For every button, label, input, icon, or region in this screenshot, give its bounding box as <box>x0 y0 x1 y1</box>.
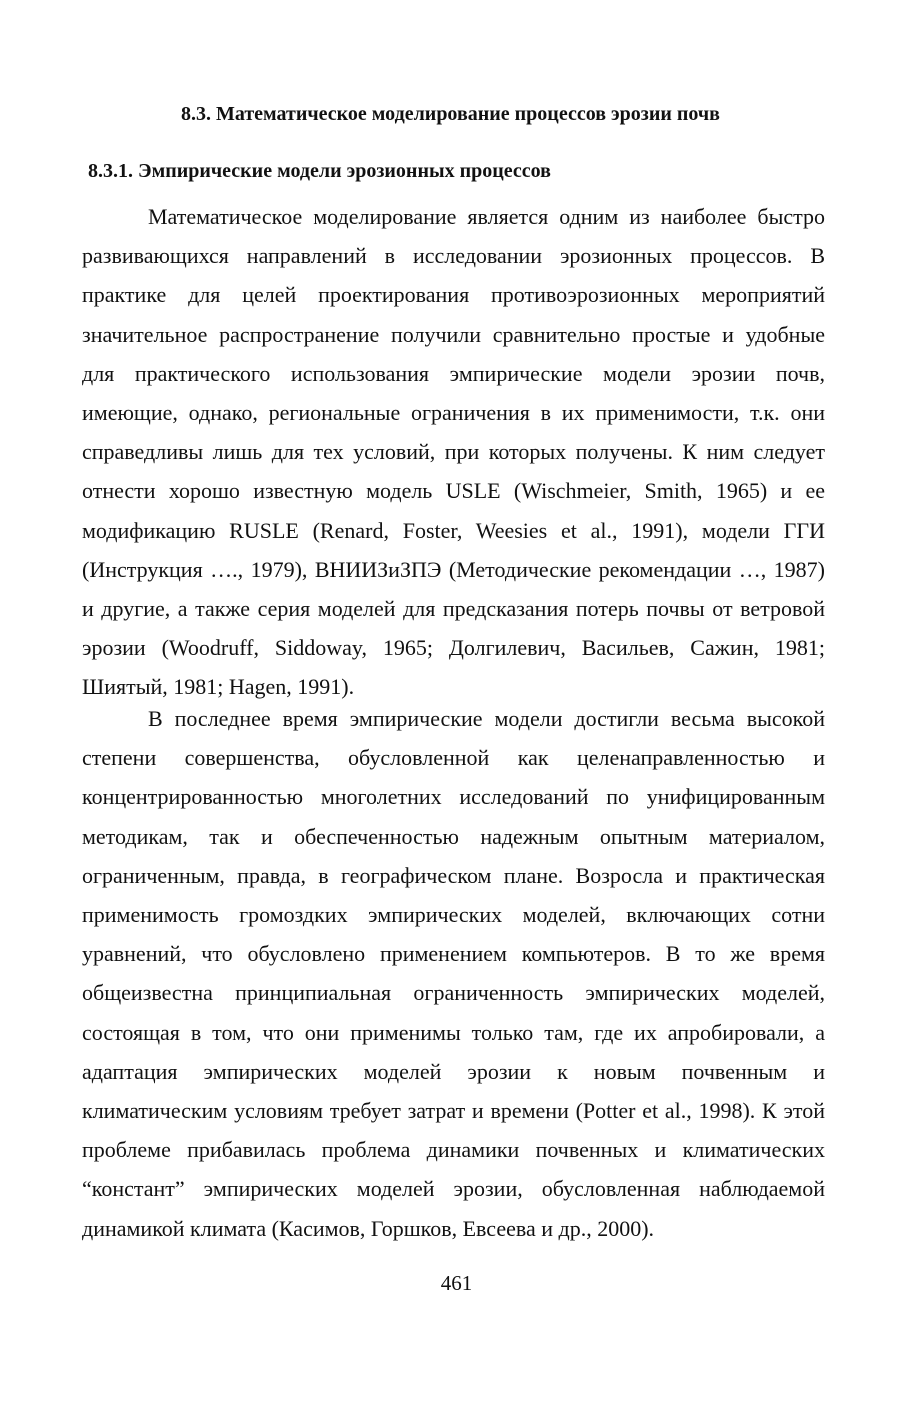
subsection-heading: 8.3.1. Эмпирические модели эрозионных процессов <box>88 160 551 182</box>
paragraph-recent-developments: В последнее время эмпирические модели достигли весьма высокой степени совершенства, обусловленной как целенаправленностью и концентрированностью многолетних исследований по унифицированным методикам, так и обеспеченностью надежным опытным материалом, ограниченным, правда, в географическом плане. Возросла и практическая применимость громоздких эмпирических моделей, включающих сотни уравнений, что обусловлено применением компьютеров. В то же время общеизвестна принципиальная ограниченность эмпирических моделей, состоящая в том, что они применимы только там, где их апробировали, а адаптация эмпирических моделей эрозии к новым почвенным и климатическим условиям требует затрат и времени (Potter et al., 1998). К этой проблеме прибавилась проблема динамики почвенных и климатических “констант” эмпирических моделей эрозии, обусловленная наблюдаемой динамикой климата (Касимов, Горшков, Евсеева и др., 2000). <box>82 706 825 1241</box>
paragraph-empirical-models-intro: Математическое моделирование является одним из наиболее быстро развивающихся направлений в исследовании эрозионных процессов. В практике для целей проектирования противоэрозионных мероприятий значительное распространение получили сравнительно простые и удобные для практического использования эмпирические модели эрозии почв, имеющие, однако, региональные ограничения в их применимости, т.к. они справедливы лишь для тех условий, при которых получены. К ним следует отнести хорошо известную модель USLE (Wischmeier, Smith, 1965) и ее модификацию RUSLE (Renard, Foster, Weesies et al., 1991), модели ГГИ (Инструкция …., 1979), ВНИИЗиЗПЭ (Методические рекомендации …, 1987) и другие, а также серия моделей для предсказания потерь почвы от ветровой эрозии (Woodruff, Siddoway, 1965; Долгилевич, Васильев, Сажин, 1981; Шиятый, 1981; Hagen, 1991). <box>82 204 825 700</box>
page-number: 461 <box>440 1271 473 1295</box>
section-heading: 8.3. Математическое моделирование процессов эрозии почв <box>181 103 720 125</box>
